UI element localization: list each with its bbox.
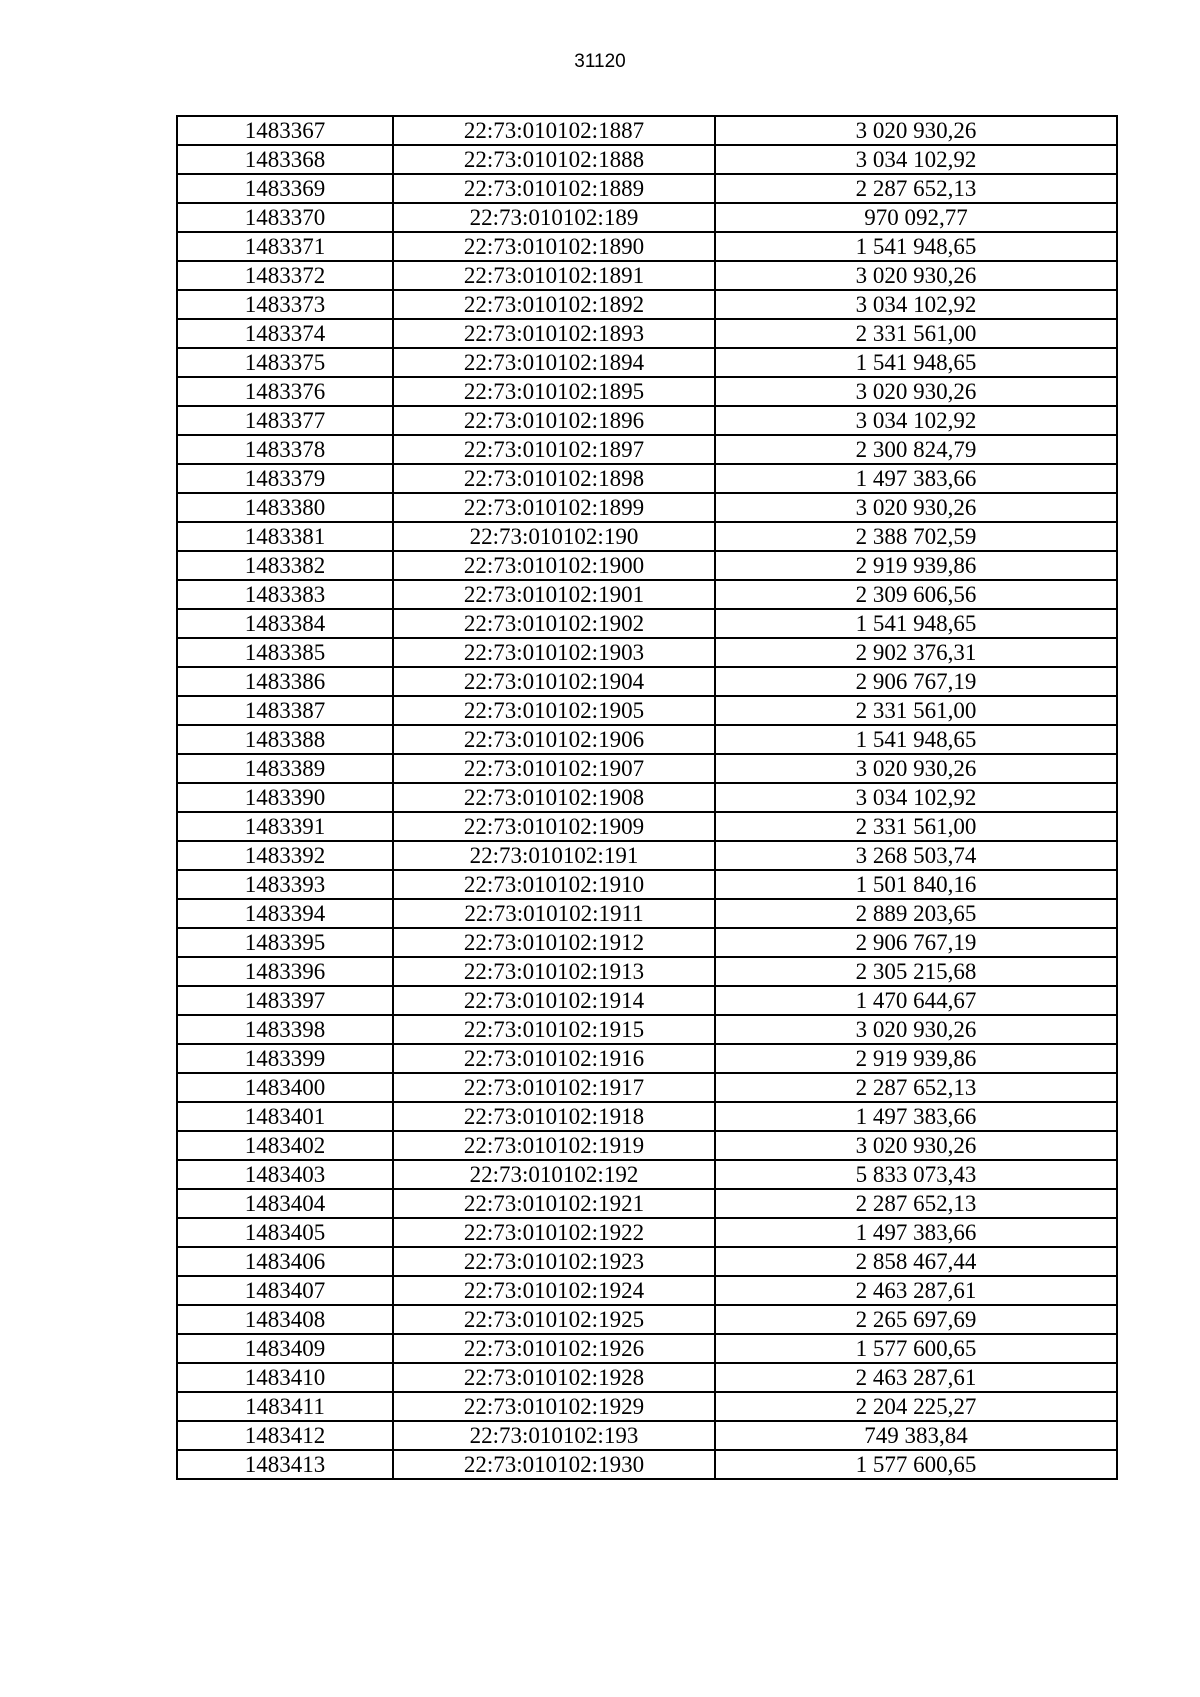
row-id-cell: 1483367 [177, 116, 393, 145]
cadastral-number-cell: 22:73:010102:1890 [393, 232, 715, 261]
table-row [177, 725, 1117, 754]
cadastral-number-cell: 22:73:010102:1921 [393, 1189, 715, 1218]
table-row [177, 377, 1117, 406]
row-id-cell: 1483374 [177, 319, 393, 348]
value-cell: 3 020 930,26 [715, 754, 1117, 783]
row-id-cell: 1483386 [177, 667, 393, 696]
row-id-cell: 1483394 [177, 899, 393, 928]
row-id-cell: 1483413 [177, 1450, 393, 1479]
value-cell: 1 497 383,66 [715, 464, 1117, 493]
value-cell: 3 020 930,26 [715, 261, 1117, 290]
cadastral-number-cell: 22:73:010102:1895 [393, 377, 715, 406]
value-cell: 1 501 840,16 [715, 870, 1117, 899]
row-id-cell: 1483393 [177, 870, 393, 899]
table-row [177, 1015, 1117, 1044]
table-row [177, 348, 1117, 377]
row-id-cell: 1483408 [177, 1305, 393, 1334]
cadastral-number-cell: 22:73:010102:1888 [393, 145, 715, 174]
row-id-cell: 1483389 [177, 754, 393, 783]
table-row [177, 609, 1117, 638]
row-id-cell: 1483377 [177, 406, 393, 435]
cadastral-number-cell: 22:73:010102:1901 [393, 580, 715, 609]
table-row [177, 1073, 1117, 1102]
cadastral-number-cell: 22:73:010102:192 [393, 1160, 715, 1189]
table-row [177, 754, 1117, 783]
row-id-cell: 1483396 [177, 957, 393, 986]
table-row [177, 435, 1117, 464]
table-row [177, 1218, 1117, 1247]
table-row [177, 116, 1117, 145]
cadastral-number-cell: 22:73:010102:1893 [393, 319, 715, 348]
table-row [177, 841, 1117, 870]
table-row [177, 1450, 1117, 1479]
value-cell: 1 470 644,67 [715, 986, 1117, 1015]
table-row [177, 464, 1117, 493]
row-id-cell: 1483387 [177, 696, 393, 725]
cadastral-number-cell: 22:73:010102:1898 [393, 464, 715, 493]
value-cell: 2 265 697,69 [715, 1305, 1117, 1334]
value-cell: 2 287 652,13 [715, 1073, 1117, 1102]
value-cell: 3 034 102,92 [715, 783, 1117, 812]
page-number: 31120 [574, 51, 626, 72]
row-id-cell: 1483371 [177, 232, 393, 261]
row-id-cell: 1483402 [177, 1131, 393, 1160]
cadastral-number-cell: 22:73:010102:1887 [393, 116, 715, 145]
value-cell: 3 020 930,26 [715, 377, 1117, 406]
table-row [177, 232, 1117, 261]
row-id-cell: 1483368 [177, 145, 393, 174]
table-row [177, 638, 1117, 667]
row-id-cell: 1483397 [177, 986, 393, 1015]
cadastral-number-cell: 22:73:010102:1908 [393, 783, 715, 812]
table-row [177, 1247, 1117, 1276]
row-id-cell: 1483378 [177, 435, 393, 464]
value-cell: 5 833 073,43 [715, 1160, 1117, 1189]
cadastral-number-cell: 22:73:010102:1896 [393, 406, 715, 435]
value-cell: 2 906 767,19 [715, 667, 1117, 696]
value-cell: 749 383,84 [715, 1421, 1117, 1450]
table-row [177, 1102, 1117, 1131]
value-cell: 2 919 939,86 [715, 551, 1117, 580]
cadastral-number-cell: 22:73:010102:1902 [393, 609, 715, 638]
cadastral-number-cell: 22:73:010102:1892 [393, 290, 715, 319]
row-id-cell: 1483369 [177, 174, 393, 203]
row-id-cell: 1483404 [177, 1189, 393, 1218]
value-cell: 970 092,77 [715, 203, 1117, 232]
cadastral-number-cell: 22:73:010102:190 [393, 522, 715, 551]
table-row [177, 870, 1117, 899]
cadastral-number-cell: 22:73:010102:1918 [393, 1102, 715, 1131]
value-cell: 2 287 652,13 [715, 1189, 1117, 1218]
value-cell: 2 858 467,44 [715, 1247, 1117, 1276]
cadastral-number-cell: 22:73:010102:1912 [393, 928, 715, 957]
table-row [177, 986, 1117, 1015]
row-id-cell: 1483398 [177, 1015, 393, 1044]
row-id-cell: 1483384 [177, 609, 393, 638]
value-cell: 2 204 225,27 [715, 1392, 1117, 1421]
table-row [177, 1044, 1117, 1073]
cadastral-number-cell: 22:73:010102:1906 [393, 725, 715, 754]
cadastral-number-cell: 22:73:010102:1923 [393, 1247, 715, 1276]
table-row [177, 1392, 1117, 1421]
cadastral-number-cell: 22:73:010102:1917 [393, 1073, 715, 1102]
value-cell: 2 309 606,56 [715, 580, 1117, 609]
cadastral-number-cell: 22:73:010102:1922 [393, 1218, 715, 1247]
table-row [177, 1305, 1117, 1334]
cadastral-number-cell: 22:73:010102:1911 [393, 899, 715, 928]
table-row [177, 551, 1117, 580]
value-cell: 2 463 287,61 [715, 1276, 1117, 1305]
table-row [177, 928, 1117, 957]
cadastral-number-cell: 22:73:010102:1907 [393, 754, 715, 783]
table-row [177, 1131, 1117, 1160]
table-row [177, 783, 1117, 812]
row-id-cell: 1483379 [177, 464, 393, 493]
table-row [177, 1276, 1117, 1305]
cadastral-number-cell: 22:73:010102:1915 [393, 1015, 715, 1044]
table-row [177, 319, 1117, 348]
table-row [177, 1189, 1117, 1218]
row-id-cell: 1483411 [177, 1392, 393, 1421]
cadastral-number-cell: 22:73:010102:1904 [393, 667, 715, 696]
value-cell: 2 463 287,61 [715, 1363, 1117, 1392]
cadastral-number-cell: 22:73:010102:1889 [393, 174, 715, 203]
row-id-cell: 1483373 [177, 290, 393, 319]
cadastral-number-cell: 22:73:010102:1903 [393, 638, 715, 667]
row-id-cell: 1483400 [177, 1073, 393, 1102]
cadastral-number-cell: 22:73:010102:1900 [393, 551, 715, 580]
table-row [177, 290, 1117, 319]
value-cell: 2 305 215,68 [715, 957, 1117, 986]
value-cell: 2 906 767,19 [715, 928, 1117, 957]
row-id-cell: 1483401 [177, 1102, 393, 1131]
value-cell: 3 020 930,26 [715, 1015, 1117, 1044]
row-id-cell: 1483392 [177, 841, 393, 870]
table-body [177, 116, 1117, 1479]
row-id-cell: 1483388 [177, 725, 393, 754]
row-id-cell: 1483409 [177, 1334, 393, 1363]
cadastral-number-cell: 22:73:010102:1924 [393, 1276, 715, 1305]
cadastral-number-cell: 22:73:010102:1919 [393, 1131, 715, 1160]
row-id-cell: 1483383 [177, 580, 393, 609]
row-id-cell: 1483376 [177, 377, 393, 406]
table-row [177, 957, 1117, 986]
value-cell: 3 034 102,92 [715, 290, 1117, 319]
table-row [177, 1334, 1117, 1363]
cadastral-number-cell: 22:73:010102:1916 [393, 1044, 715, 1073]
value-cell: 1 541 948,65 [715, 609, 1117, 638]
cadastral-number-cell: 22:73:010102:1925 [393, 1305, 715, 1334]
value-cell: 3 268 503,74 [715, 841, 1117, 870]
row-id-cell: 1483382 [177, 551, 393, 580]
value-cell: 1 577 600,65 [715, 1334, 1117, 1363]
cadastral-number-cell: 22:73:010102:1930 [393, 1450, 715, 1479]
cadastral-number-cell: 22:73:010102:1914 [393, 986, 715, 1015]
cadastral-number-cell: 22:73:010102:1891 [393, 261, 715, 290]
table-row [177, 174, 1117, 203]
table-row [177, 1363, 1117, 1392]
table-row [177, 203, 1117, 232]
value-cell: 2 300 824,79 [715, 435, 1117, 464]
row-id-cell: 1483406 [177, 1247, 393, 1276]
cadastral-number-cell: 22:73:010102:193 [393, 1421, 715, 1450]
value-cell: 2 287 652,13 [715, 174, 1117, 203]
value-cell: 1 541 948,65 [715, 348, 1117, 377]
value-cell: 2 902 376,31 [715, 638, 1117, 667]
table-row [177, 667, 1117, 696]
value-cell: 1 541 948,65 [715, 725, 1117, 754]
table-row [177, 522, 1117, 551]
table-row [177, 493, 1117, 522]
value-cell: 1 497 383,66 [715, 1218, 1117, 1247]
value-cell: 2 889 203,65 [715, 899, 1117, 928]
cadastral-number-cell: 22:73:010102:1894 [393, 348, 715, 377]
data-table [176, 115, 1118, 1480]
row-id-cell: 1483372 [177, 261, 393, 290]
cadastral-number-cell: 22:73:010102:1929 [393, 1392, 715, 1421]
table-row [177, 812, 1117, 841]
table-row [177, 1160, 1117, 1189]
value-cell: 3 020 930,26 [715, 493, 1117, 522]
row-id-cell: 1483399 [177, 1044, 393, 1073]
row-id-cell: 1483390 [177, 783, 393, 812]
value-cell: 3 020 930,26 [715, 116, 1117, 145]
value-cell: 1 577 600,65 [715, 1450, 1117, 1479]
value-cell: 2 331 561,00 [715, 812, 1117, 841]
cadastral-number-cell: 22:73:010102:189 [393, 203, 715, 232]
table-row [177, 899, 1117, 928]
row-id-cell: 1483381 [177, 522, 393, 551]
cadastral-number-cell: 22:73:010102:1913 [393, 957, 715, 986]
cadastral-number-cell: 22:73:010102:1910 [393, 870, 715, 899]
cadastral-number-cell: 22:73:010102:1928 [393, 1363, 715, 1392]
row-id-cell: 1483370 [177, 203, 393, 232]
value-cell: 1 497 383,66 [715, 1102, 1117, 1131]
cadastral-number-cell: 22:73:010102:1897 [393, 435, 715, 464]
value-cell: 1 541 948,65 [715, 232, 1117, 261]
cadastral-number-cell: 22:73:010102:1909 [393, 812, 715, 841]
table-row [177, 406, 1117, 435]
row-id-cell: 1483410 [177, 1363, 393, 1392]
value-cell: 3 020 930,26 [715, 1131, 1117, 1160]
value-cell: 3 034 102,92 [715, 406, 1117, 435]
cadastral-number-cell: 22:73:010102:1926 [393, 1334, 715, 1363]
row-id-cell: 1483375 [177, 348, 393, 377]
cadastral-number-cell: 22:73:010102:191 [393, 841, 715, 870]
cadastral-number-cell: 22:73:010102:1899 [393, 493, 715, 522]
row-id-cell: 1483385 [177, 638, 393, 667]
row-id-cell: 1483403 [177, 1160, 393, 1189]
value-cell: 2 331 561,00 [715, 696, 1117, 725]
table-row [177, 580, 1117, 609]
table-row [177, 145, 1117, 174]
row-id-cell: 1483395 [177, 928, 393, 957]
table-row [177, 261, 1117, 290]
value-cell: 2 331 561,00 [715, 319, 1117, 348]
row-id-cell: 1483405 [177, 1218, 393, 1247]
row-id-cell: 1483412 [177, 1421, 393, 1450]
value-cell: 2 388 702,59 [715, 522, 1117, 551]
table-row [177, 696, 1117, 725]
row-id-cell: 1483380 [177, 493, 393, 522]
table-row [177, 1421, 1117, 1450]
cadastral-number-cell: 22:73:010102:1905 [393, 696, 715, 725]
value-cell: 3 034 102,92 [715, 145, 1117, 174]
row-id-cell: 1483407 [177, 1276, 393, 1305]
row-id-cell: 1483391 [177, 812, 393, 841]
value-cell: 2 919 939,86 [715, 1044, 1117, 1073]
